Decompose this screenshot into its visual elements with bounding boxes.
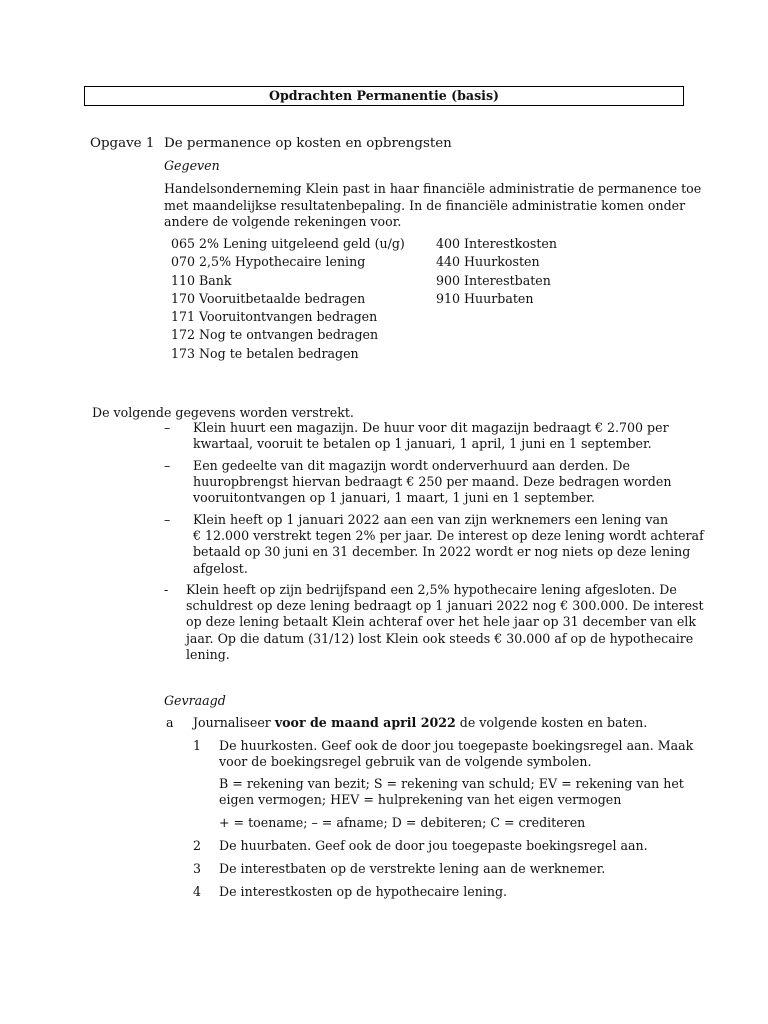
verstrekt-intro: De volgende gegevens worden verstrekt. bbox=[92, 405, 354, 420]
subquestion-number: 2 bbox=[193, 838, 202, 853]
bullet-marker: – bbox=[164, 420, 171, 435]
subquestion-line: De huurkosten. Geef ook de door jou toegepaste boekingsregel aan. Maak bbox=[219, 738, 694, 753]
bullet-line: Klein heeft op zijn bedrijfspand een 2,5% hypothecaire lening afgesloten. De bbox=[186, 582, 677, 597]
gegeven-intro bbox=[164, 181, 701, 231]
subquestion-text: De huurbaten. Geef ook de door jou toegepaste boekingsregel aan. bbox=[219, 838, 648, 853]
bullet-line: vooruitontvangen op 1 januari, 1 maart, 1 juni en 1 september. bbox=[193, 490, 595, 506]
question-a-pre: Journaliseer bbox=[193, 715, 275, 730]
subquestion-number: 3 bbox=[193, 861, 202, 876]
symbols-legend bbox=[219, 776, 684, 808]
bullet-text bbox=[193, 420, 669, 452]
bullet-text bbox=[193, 512, 704, 577]
subquestion-line: voor de boekingsregel gebruik van de volgende symbolen. bbox=[219, 754, 592, 770]
account-item: 400 Interestkosten bbox=[436, 236, 557, 251]
account-item: 110 Bank bbox=[171, 272, 232, 288]
accounts-right-list bbox=[436, 235, 557, 308]
document-title: Opdrachten Permanentie (basis) bbox=[84, 86, 684, 106]
account-item: 900 Interestbaten bbox=[436, 272, 551, 288]
bullet-line: schuldrest op deze lening bedraagt op 1 januari 2022 nog € 300.000. De interest bbox=[186, 598, 704, 614]
bullet-line: lening. bbox=[186, 646, 230, 662]
account-item: 170 Vooruitbetaalde bedragen bbox=[171, 290, 366, 306]
bullet-marker: – bbox=[164, 512, 171, 527]
bullet-line: op deze lening betaalt Klein achteraf over het hele jaar op 31 december van elk bbox=[186, 614, 696, 630]
bullet-line: Klein heeft op 1 januari 2022 aan een van zijn werknemers een lening van bbox=[193, 512, 669, 527]
subquestion-text bbox=[219, 738, 693, 770]
bullet-text bbox=[193, 458, 671, 507]
intro-line: met maandelijkse resultatenbepaling. In de financiële administratie komen onder bbox=[164, 197, 686, 213]
account-item: 070 2,5% Hypothecaire lening bbox=[171, 254, 366, 270]
bullet-line: afgelost. bbox=[193, 560, 248, 576]
account-item: 065 2% Lening uitgeleend geld (u/g) bbox=[171, 236, 405, 251]
bullet-marker: – bbox=[164, 458, 171, 473]
account-item: 440 Huurkosten bbox=[436, 254, 540, 270]
account-item: 171 Vooruitontvangen bedragen bbox=[171, 309, 378, 325]
bullet-line: huuropbrengst hiervan bedraagt € 250 per maand. Deze bedragen worden bbox=[193, 474, 672, 490]
bullet-line: kwartaal, vooruit te betalen op 1 januari, 1 april, 1 juni en 1 september. bbox=[193, 436, 652, 452]
subquestion-number: 4 bbox=[193, 884, 202, 899]
symbols-legend-ops: + = toename; – = afname; D = debiteren; C = crediteren bbox=[219, 815, 586, 830]
question-a-bold: voor de maand april 2022 bbox=[274, 715, 456, 730]
question-a-post: de volgende kosten en baten. bbox=[455, 715, 648, 730]
gevraagd-label: Gevraagd bbox=[164, 693, 226, 708]
account-item: 910 Huurbaten bbox=[436, 290, 534, 306]
subquestion-text: De interestbaten op de verstrekte lening aan de werknemer. bbox=[219, 861, 606, 876]
bullet-line: Klein huurt een magazijn. De huur voor dit magazijn bedraagt € 2.700 per bbox=[193, 420, 669, 435]
intro-line: Handelsonderneming Klein past in haar financiële administratie de permanence toe bbox=[164, 181, 702, 196]
bullet-line: jaar. Op die datum (31/12) lost Klein ook steeds € 30.000 af op de hypothecaire bbox=[186, 630, 694, 646]
symbols-line: B = rekening van bezit; S = rekening van schuld; EV = rekening van het bbox=[219, 776, 684, 791]
account-item: 172 Nog te ontvangen bedragen bbox=[171, 327, 379, 343]
gegeven-label: Gegeven bbox=[164, 158, 220, 173]
bullet-line: € 12.000 verstrekt tegen 2% per jaar. De interest op deze lening wordt achteraf bbox=[193, 528, 704, 544]
bullet-text bbox=[186, 582, 704, 663]
subquestion-number: 1 bbox=[193, 738, 202, 753]
bullet-marker: - bbox=[164, 582, 169, 597]
account-item: 173 Nog te betalen bedragen bbox=[171, 345, 359, 361]
question-a-marker: a bbox=[166, 715, 174, 730]
question-a-text bbox=[193, 715, 647, 730]
symbols-line: eigen vermogen; HEV = hulprekening van het eigen vermogen bbox=[219, 792, 622, 808]
bullet-line: betaald op 30 juni en 31 december. In 2022 wordt er nog niets op deze lening bbox=[193, 544, 691, 560]
subquestion-text: De interestkosten op de hypothecaire lening. bbox=[219, 884, 508, 899]
accounts-left-list bbox=[171, 235, 405, 363]
opgave-heading: De permanence op kosten en opbrengsten bbox=[164, 136, 452, 151]
opgave-label: Opgave 1 bbox=[90, 136, 155, 151]
intro-line: andere de volgende rekeningen voor. bbox=[164, 214, 402, 229]
bullet-line: Een gedeelte van dit magazijn wordt onderverhuurd aan derden. De bbox=[193, 458, 630, 473]
